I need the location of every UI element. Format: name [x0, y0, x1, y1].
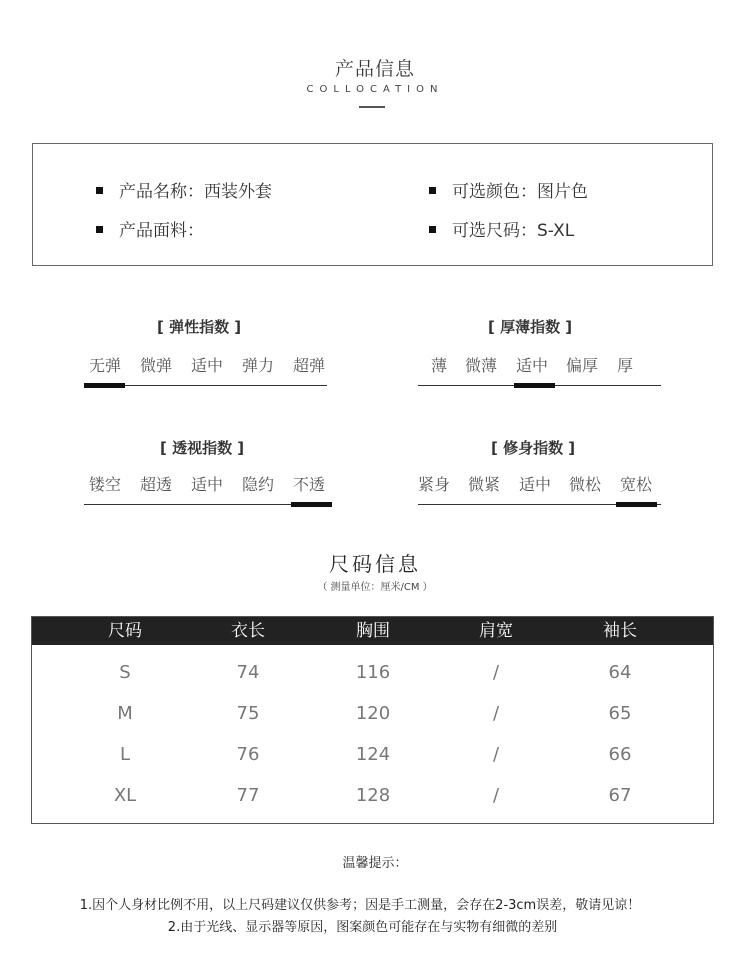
header-size: 尺码: [108, 621, 142, 641]
fit-option: 宽松: [620, 475, 653, 494]
fit-index-title: [ 修身指数 ]: [491, 439, 576, 457]
thickness-option: 适中: [516, 356, 549, 375]
transparency-option: 不透: [293, 475, 326, 494]
table-cell: 77: [236, 785, 260, 806]
transparency-option: 超透: [140, 475, 173, 494]
note-line-2: 2.由于光线、显示器等原因，图案颜色可能存在与实物有细微的差别: [167, 920, 558, 935]
fit-option: 适中: [519, 475, 552, 494]
product-size-text: 可选尺码：S-XL: [452, 221, 575, 241]
table-cell: 67: [608, 785, 632, 806]
size-table-header: [32, 617, 713, 645]
fit-option: 紧身: [418, 475, 451, 494]
elasticity-selected-marker: [84, 383, 125, 388]
table-cell: /: [492, 744, 500, 765]
table-cell: 75: [236, 703, 260, 724]
table-cell: 65: [608, 703, 632, 724]
elasticity-option: 微弹: [140, 356, 173, 375]
fit-selected-marker: [616, 502, 657, 507]
thickness-option: 微薄: [465, 356, 498, 375]
table-cell: 128: [355, 785, 391, 806]
table-cell: /: [492, 662, 500, 683]
product-fabric-text: 产品面料：: [119, 221, 204, 241]
table-cell: 74: [236, 662, 260, 683]
size-unit-note: （ 测量单位：厘米/CM ）: [317, 582, 433, 593]
transparency-option: 适中: [191, 475, 224, 494]
size-table: [31, 616, 714, 824]
product-color-item: [429, 177, 588, 202]
thickness-selected-marker: [514, 383, 555, 388]
thickness-option: 偏厚: [566, 356, 599, 375]
table-cell: S: [119, 662, 131, 683]
notes-title: 温馨提示：: [342, 856, 408, 871]
transparency-selected-marker: [291, 502, 332, 507]
table-cell: 120: [355, 703, 391, 724]
page-subtitle: COLLOCATION: [306, 84, 444, 95]
product-color-text: 可选颜色：图片色: [452, 182, 588, 202]
table-cell: 64: [608, 662, 632, 683]
table-cell: /: [492, 703, 500, 724]
square-bullet-icon: [429, 226, 436, 233]
square-bullet-icon: [96, 187, 103, 194]
elasticity-index-title: [ 弹性指数 ]: [157, 318, 242, 336]
square-bullet-icon: [429, 187, 436, 194]
size-info-title: 尺码信息: [329, 552, 421, 576]
header-chest: 胸围: [356, 621, 390, 641]
elasticity-option: 适中: [191, 356, 224, 375]
thickness-option: 厚: [617, 356, 634, 375]
product-name-item: [96, 177, 272, 202]
note-line-1: 1.因个人身材比例不用，以上尺码建议仅供参考；因是手工测量，会存在2-3cm误差，敬请见谅！: [79, 898, 641, 913]
table-cell: XL: [113, 785, 137, 806]
table-cell: L: [119, 744, 131, 765]
product-name-text: 产品名称：西装外套: [119, 182, 272, 202]
table-cell: /: [492, 785, 500, 806]
square-bullet-icon: [96, 226, 103, 233]
table-cell: 76: [236, 744, 260, 765]
transparency-index-title: [ 透视指数 ]: [160, 439, 245, 457]
transparency-option: 镂空: [89, 475, 122, 494]
transparency-option: 隐约: [242, 475, 275, 494]
table-cell: 66: [608, 744, 632, 765]
table-cell: M: [117, 703, 133, 724]
header-sleeve: 袖长: [603, 621, 637, 641]
elasticity-option: 弹力: [242, 356, 275, 375]
header-length: 衣长: [231, 621, 265, 641]
elasticity-option: 超弹: [293, 356, 326, 375]
thickness-option: 薄: [431, 356, 448, 375]
product-info-box: [32, 143, 713, 266]
fit-option: 微松: [569, 475, 602, 494]
thickness-index-title: [ 厚薄指数 ]: [488, 318, 573, 336]
table-cell: 124: [355, 744, 391, 765]
header-shoulder: 肩宽: [479, 621, 513, 641]
product-size-item: [429, 216, 574, 241]
table-cell: 116: [355, 662, 391, 683]
page-title: 产品信息: [334, 58, 415, 80]
elasticity-option: 无弹: [89, 356, 122, 375]
product-fabric-item: [96, 216, 204, 241]
fit-option: 微紧: [468, 475, 501, 494]
title-divider: [359, 106, 385, 108]
